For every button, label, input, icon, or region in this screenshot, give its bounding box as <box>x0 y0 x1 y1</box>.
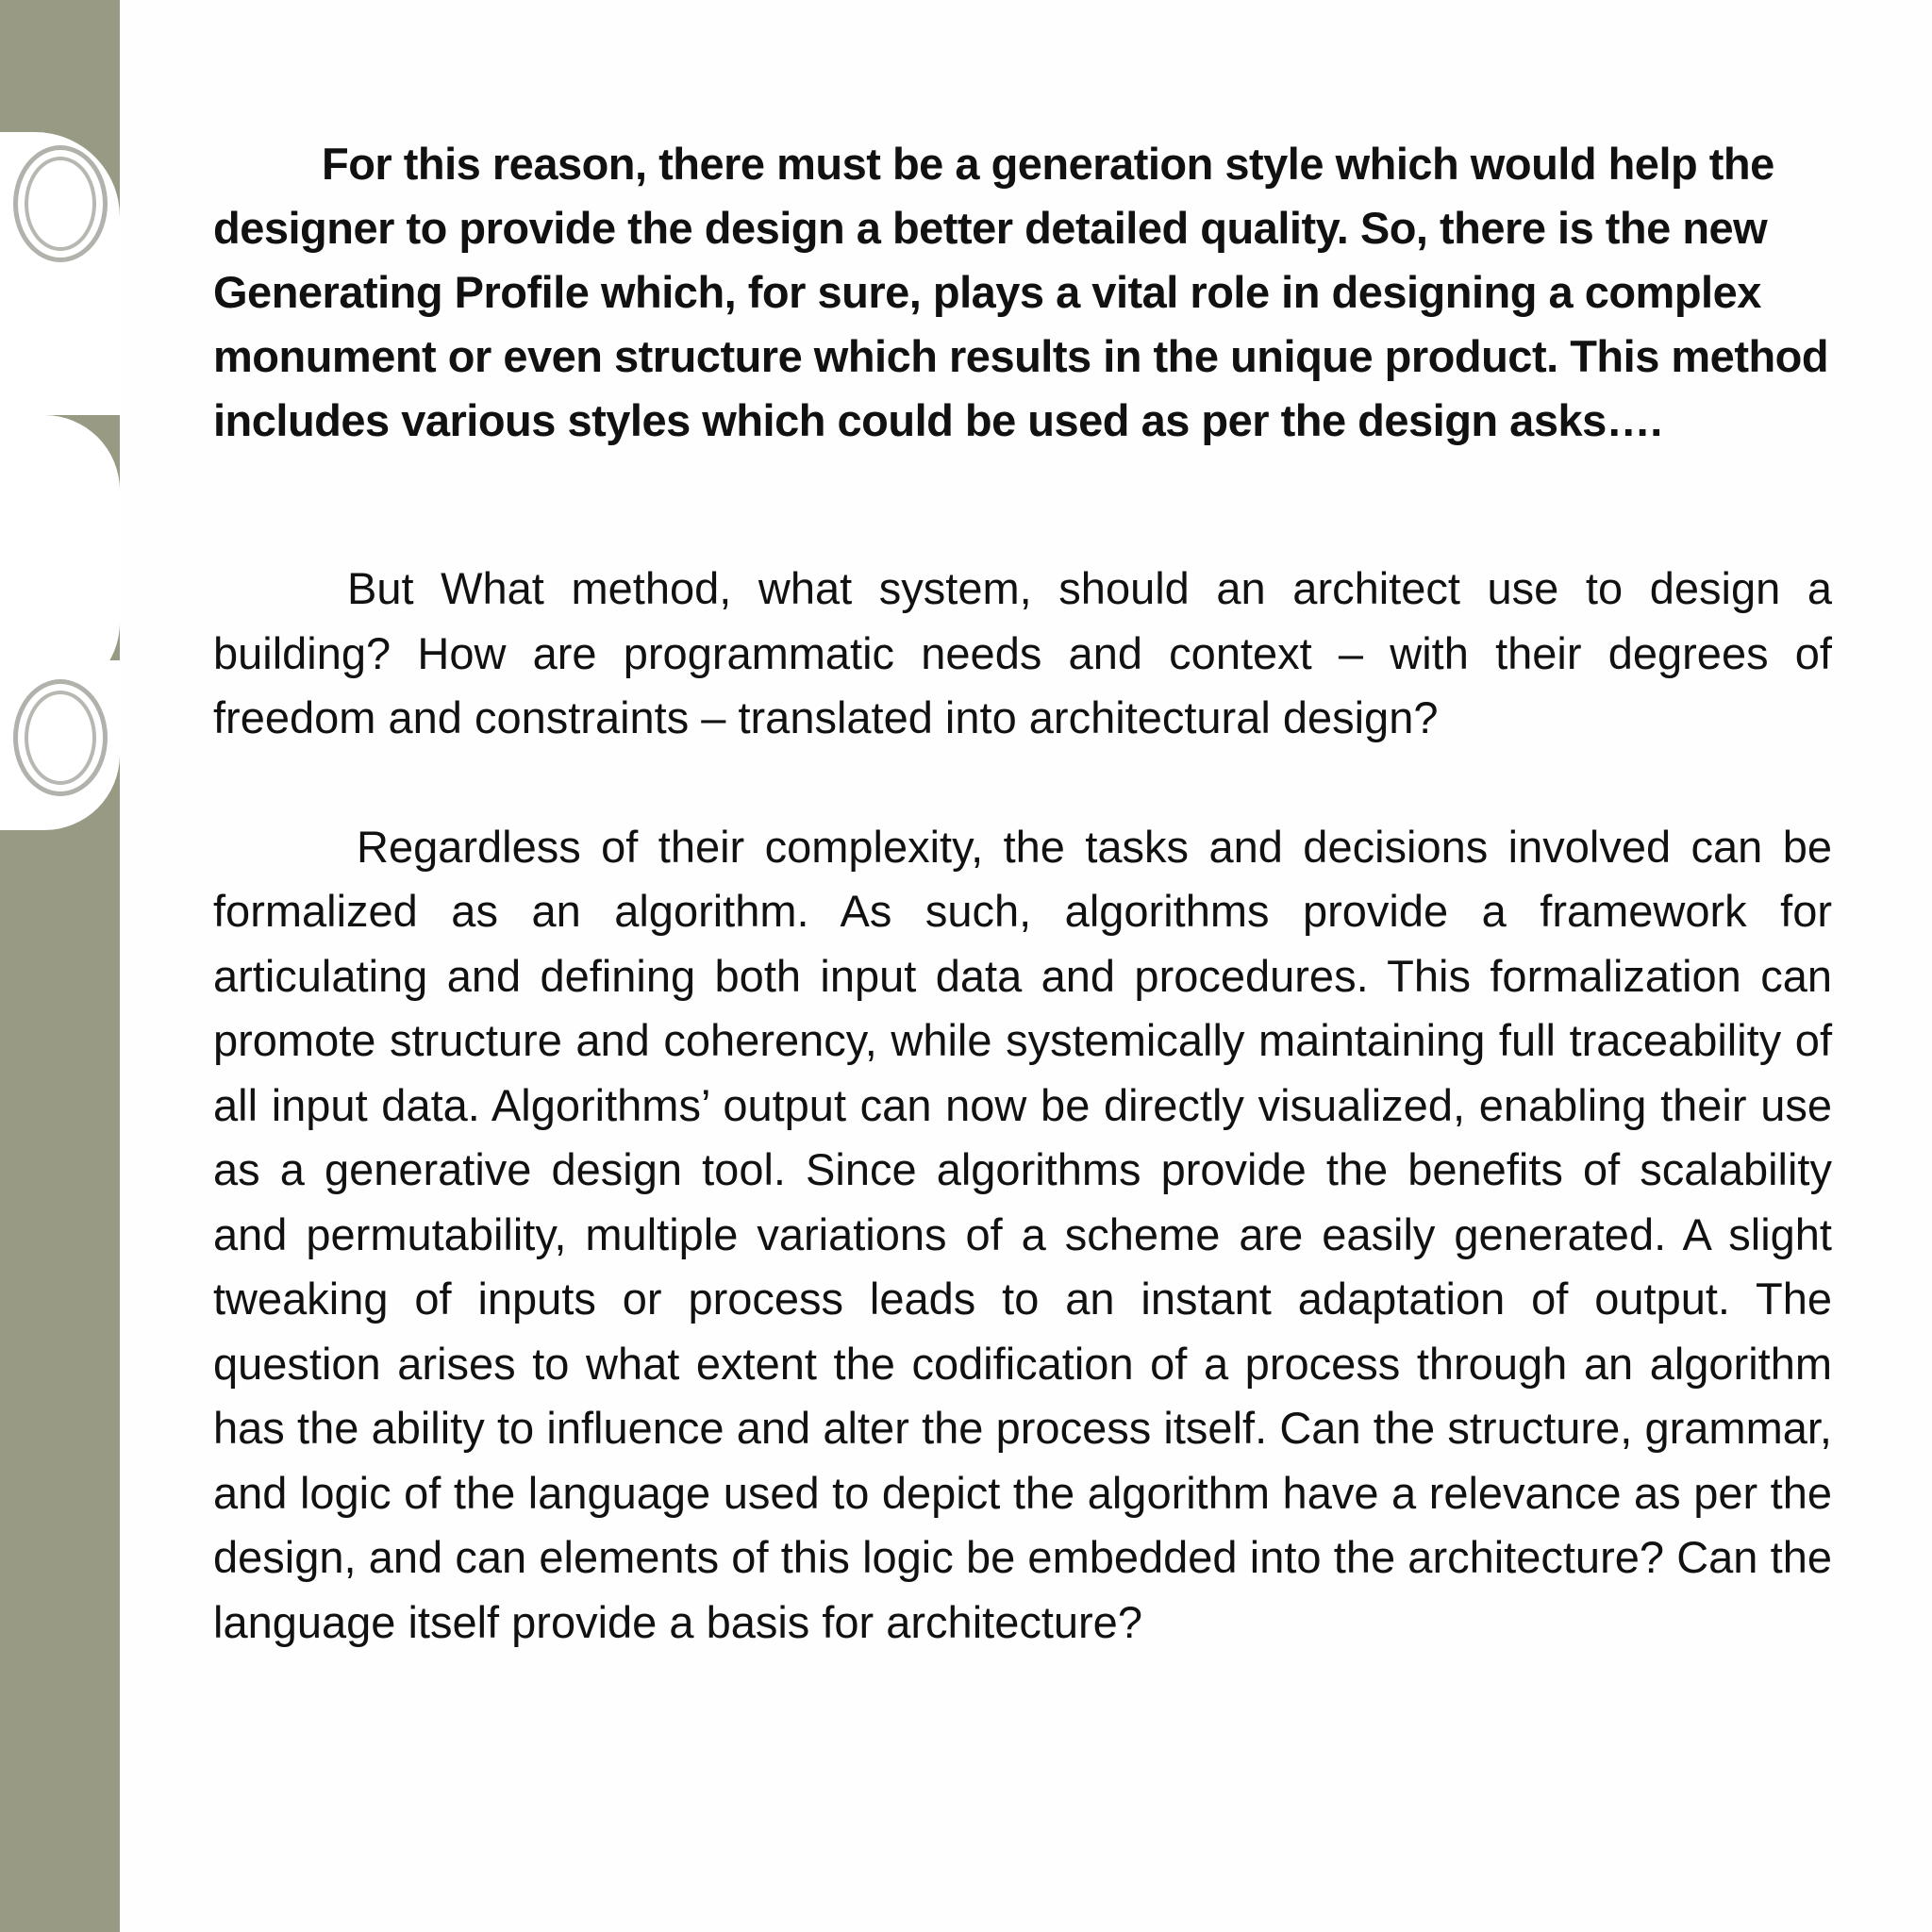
bold-intro-paragraph: For this reason, there must be a generation style which would help the designer to provide the design a better detailed quality. So, there is the new Generating Profile which, for sure, plays a vital role in designing a complex monument or even structure which results in the unique product. This method includes various styles which could be used as per the design asks…. <box>213 139 1829 445</box>
slide-body <box>213 132 1832 1719</box>
ring-ornament-icon <box>13 145 108 262</box>
ring-ornament-icon <box>13 679 108 796</box>
algorithms-paragraph: Regardless of their complexity, the tasks and decisions involved can be formalized as an algorithm. As such, algorithms provide a framework for articulating and defining both input data and procedures. This formalization can promote structure and coherency, while systemically maintaining full traceability of all input data. Algorithms’ output can now be directly visualized, enabling their use as a generative design tool. Since algorithms provide the benefits of scalability and permutability, multiple variations of a scheme are easily generated. A slight tweaking of inputs or process leads to an instant adaptation of output. The question arises to what extent the codification of a process through an algorithm has the ability to influence and alter the process itself. Can the structure, grammar, and logic of the language used to depict the algorithm have a relevance as per the design, and can elements of this logic be embedded into the architecture? Can the language itself provide a basis for architecture? <box>213 821 1832 1647</box>
sidebar-notch-upper <box>0 415 120 698</box>
question-paragraph: But What method, what system, should an architect use to design a building? How are programmatic needs and context – with their degrees of freedom and constraints – translated into architectural design? <box>213 563 1832 742</box>
